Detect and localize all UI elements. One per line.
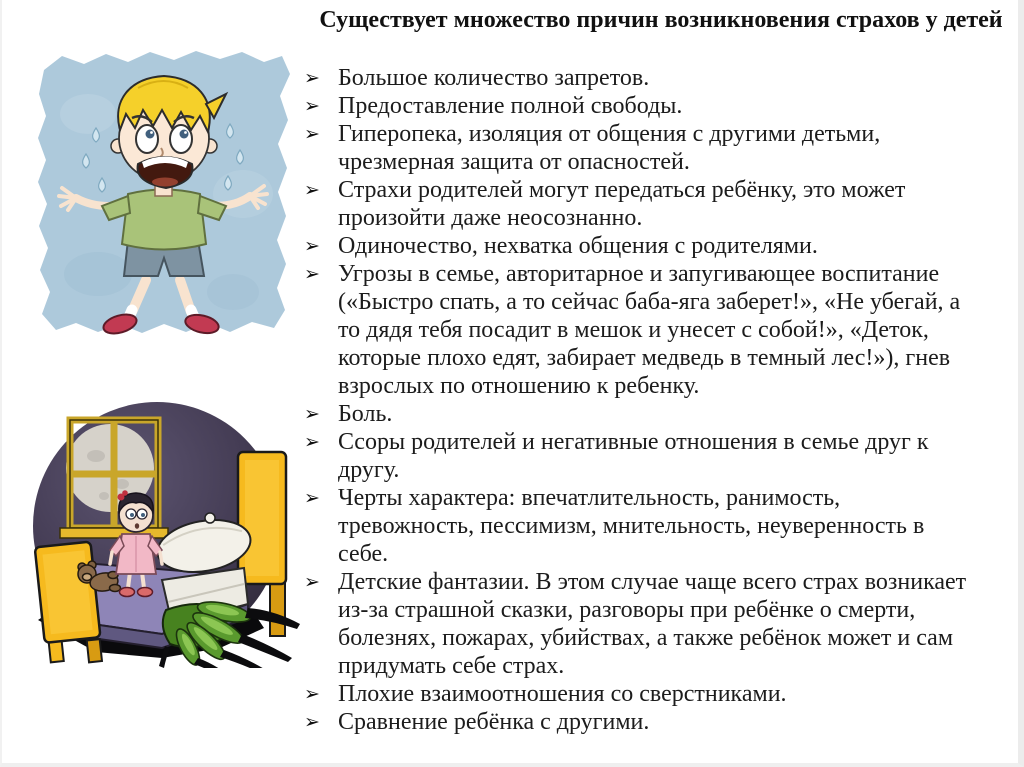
arrow-bullet-icon: ➢ (304, 403, 320, 425)
list-item-text: Ссоры родителей и негативные отношения в семье друг к другу. (338, 429, 929, 483)
arrow-bullet-icon: ➢ (304, 179, 320, 201)
page-title: Существует множество причин возникновения страхов у детей (319, 7, 1003, 33)
list-item-text: Одиночество, нехватка общения с родителями. (338, 233, 818, 259)
list-item-text: Сравнение ребёнка с другими. (338, 709, 650, 735)
list-item-text: Черты характера: впечатлительность, ранимость, тревожность, пессимизм, мнительность, неуверенность в себе. (338, 485, 925, 567)
arrow-bullet-icon: ➢ (304, 263, 320, 285)
arrow-bullet-icon: ➢ (304, 431, 320, 453)
list-item-text: Предоставление полной свободы. (338, 93, 683, 119)
arrow-bullet-icon: ➢ (304, 235, 320, 257)
list-item-text: Гиперопека, изоляция от общения с другими детьми, чрезмерная защита от опасностей. (338, 121, 881, 175)
list-item (304, 484, 976, 568)
list-item-text: Детские фантазии. В этом случае чаще всего страх возникает из-за страшной сказки, разговоры при ребёнке о смерти, болезнях, пожарах, убийствах, а также ребёнок может и сам придумать себе страх. (338, 569, 967, 679)
list-item (304, 92, 976, 120)
arrow-bullet-icon: ➢ (304, 683, 320, 705)
list-item (304, 708, 976, 736)
list-item (304, 176, 976, 232)
arrow-bullet-icon: ➢ (304, 571, 320, 593)
arrow-bullet-icon: ➢ (304, 711, 320, 733)
arrow-bullet-icon: ➢ (304, 487, 320, 509)
list-item (304, 260, 976, 400)
reasons-list (302, 64, 976, 736)
list-item-text: Боль. (338, 401, 393, 427)
list-item (304, 232, 976, 260)
text-column (302, 6, 1020, 736)
monster-under-bed-illustration (12, 396, 308, 668)
list-item (304, 680, 976, 708)
list-item (304, 120, 976, 176)
list-item-text: Угрозы в семье, авторитарное и запугивающее воспитание («Быстро спать, а то сейчас баба-яга заберет!», «Не убегай, а то дядя тебя посадит в мешок и унесет с собой!», «Деток, которые плохо едят, забирает медведь в темный лес!»), гнев взрослых по отношению к ребенку. (338, 261, 961, 399)
list-item-text: Большое количество запретов. (338, 65, 650, 91)
scared-boy-illustration (28, 44, 300, 342)
list-item (304, 428, 976, 484)
list-item-text: Страхи родителей могут передаться ребёнку, это может произойти даже неосознанно. (338, 177, 906, 231)
arrow-bullet-icon: ➢ (304, 123, 320, 145)
list-item (304, 400, 976, 428)
list-item-text: Плохие взаимоотношения со сверстниками. (338, 681, 787, 707)
list-item (304, 568, 976, 680)
arrow-bullet-icon: ➢ (304, 95, 320, 117)
list-item (304, 64, 976, 92)
arrow-bullet-icon: ➢ (304, 67, 320, 89)
